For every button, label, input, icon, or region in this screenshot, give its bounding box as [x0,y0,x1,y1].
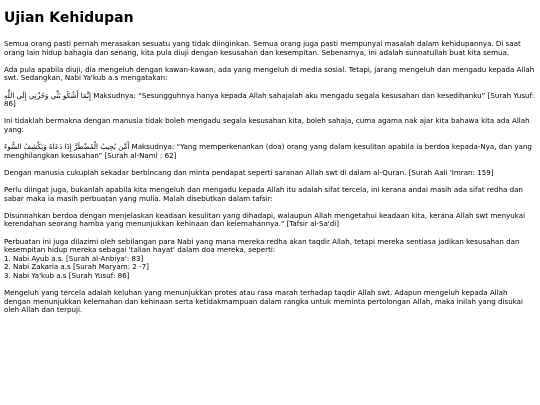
paragraph-tafsir: Disunnahkan berdoa dengan menjelaskan keadaan kesulitan yang dihadapi, walaupun Allah mengetahui keadaan kita, kerana Allah swt menyukai kerendahan seorang hamba yang menunjukkan kehinaan dan kelemahannya." [Tafsir al-Sa'di] [4,210,526,229]
paragraph-consultation: Dengan manusia cukuplah sekadar berbincang dan minta pendapat seperti saranan Allah swt di dalam al-Quran. [Surah Aali 'Imran: 159] [4,167,494,177]
verse-translation-naml: Maksudnya: “Yang memperkenankan (doa) orang yang dalam kesulitan apabila ia berdoa kepada-Nya, dan yang menghilangkan kesusahan” [Surah al-Naml : 62] [4,142,532,160]
paragraph-reminder: Perlu diingat juga, bukanlah apabila kita mengeluh dan mengadu kepada Allah itu adalah sifat tercela, ini kerana andai masih ada sifat redha dan sabar maka ia masih perbuatan yang mulia. Malah disebutkan dalam tafsir: [4,185,523,203]
arabic-verse-yusuf: إِنَّمَا أَشْكُو بَثِّي وَحُزْنِي إِلَى اللَّهِ [4,90,91,100]
page-title: Ujian Kehidupan [4,10,134,26]
paragraph-intro: Semua orang pasti pernah merasakan sesuatu yang tidak diinginkan. Semua orang juga pasti mempunyai masalah dalam kehidupannya. Di saat orang lain hidup bahagia dan senang, kita pula diuji dengan kesusahan dan kesempitan. Sebenarnya, ini adalah sunnatullah buat kita semua. [4,39,521,57]
paragraph-not-forbidden: Ini tidaklah bermakna dengan manusia tidak boleh mengadu segala kesusahan kita, boleh sahaja, cuma agama nak ajar kita bahawa kita ada Allah yang: [4,116,530,134]
arabic-verse-naml: أَمَّن يُجِيبُ الْمُضْطَرَّ إِذَا دَعَاهُ وَيَكْشِفُ السُّوءَ [4,142,130,152]
prophet-list-item: 3. Nabi Ya'kub a.s [Surah Yusuf: 86] [4,271,130,281]
prophet-list-item: 2. Nabi Zakaria a.s [Surah Maryam: 2 -7] [4,262,149,272]
paragraph-quran-yusuf [4,92,535,109]
paragraph-conclusion: Mengeluh yang tercela adalah keluhan yang menunjukkan protes atau rasa marah terhadap taqdir Allah swt. Adapun mengeluh kepada Allah dengan menunjukkan kelemahan dan kehinaan serta ketidakmampuan dalam rangka untuk meminta pertolongan Allah, maka inilah yang disukai oleh Allah dan terpuji. [4,288,523,315]
verse-translation-yusuf: Maksudnya: “Sesungguhnya hanya kepada Allah sahajalah aku mengadu segala kesusahan dan kesedihanku” [Surah Yusuf: 86] [4,90,535,109]
prophets-intro: Perbuatan ini juga dilazimi oleh sebilangan para Nabi yang mana mereka redha akan taqdir Allah, tetapi mereka sentiasa jadikan kesusahan dan kesempitan hidup mereka sebagai 'talian hayat' dalam doa mereka, seperti: [4,236,520,255]
paragraph-complaint: Ada pula apabila diuji, dia mengeluh dengan kawan-kawan, ada yang mengeluh di media sosial. Tetapi, jarang mengeluh dan mengadu kepada Allah swt. Sedangkan, Nabi Ya'kub a.s mengatakan: [4,64,535,83]
paragraph-quran-naml [4,143,535,160]
paragraph-prophets [4,238,535,281]
prophet-list-item: 1. Nabi Ayub a.s. [Surah al-Anbiya': 83] [4,253,144,263]
